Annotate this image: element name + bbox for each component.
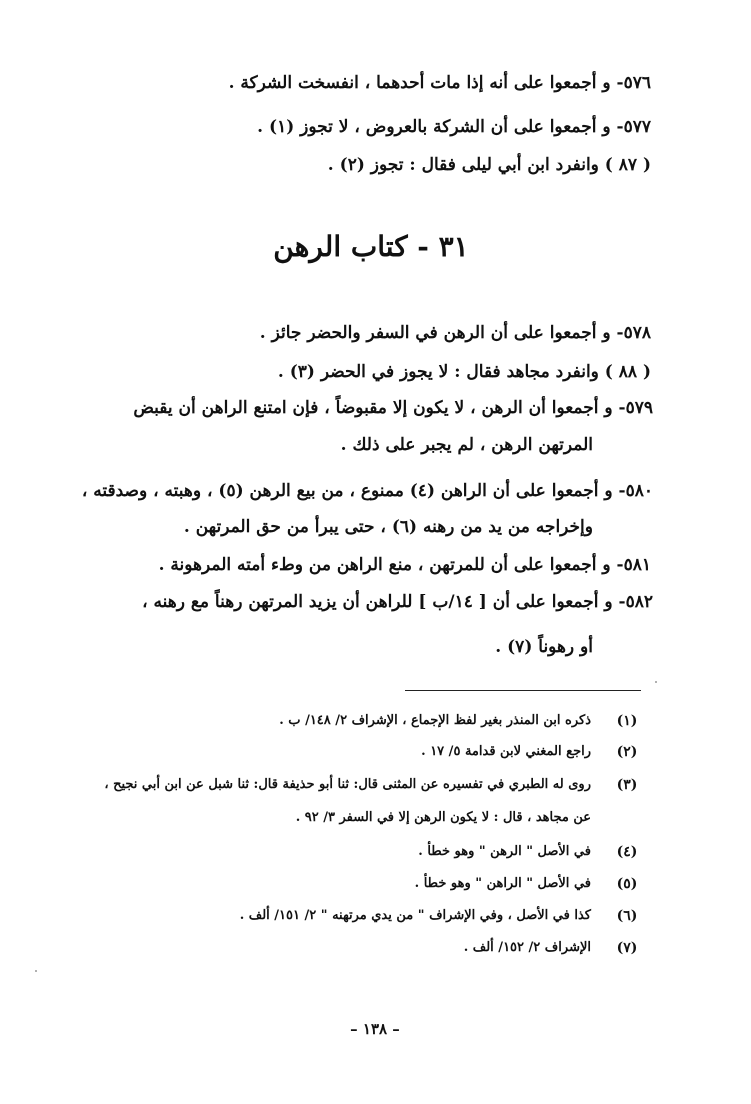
footnote-number: (٧) [616, 940, 638, 956]
entry-582-line2: أو رهوناً (٧) . [495, 637, 593, 657]
footnote-text: في الأصل " الرهن " وهو خطأ . [418, 844, 591, 859]
entry-579-line2: المرتهن الرهن ، لم يجبر على ذلك . [340, 435, 593, 455]
scan-speck [35, 970, 37, 972]
footnote-text-continuation: عن مجاهد ، قال : لا يكون الرهن إلا في السفر ٣/ ٩٢ . [295, 810, 591, 825]
footnote-number: (٦) [616, 908, 638, 924]
page-number: – ١٣٨ – [350, 1020, 400, 1038]
entry-87: ( ٨٧ ) وانفرد ابن أبي ليلى فقال : تجوز (٢) . [327, 155, 651, 175]
scan-speck [655, 681, 657, 683]
footnote-text: الإشراف ٢/ ١٥٢/ ألف . [463, 940, 591, 955]
footnote-text: روى له الطبري في تفسيره عن المثنى قال: ثنا أبو حذيفة قال: ثنا شبل عن ابن أبي نجيح ، [104, 777, 591, 792]
entry-580-line2: وإخراجه من يد من رهنه (٦) ، حتى يبرأ من حق المرتهن . [183, 517, 593, 537]
entry-578: ٥٧٨- و أجمعوا على أن الرهن في السفر والحضر جائز . [259, 323, 651, 343]
footnote-divider [405, 690, 641, 691]
entry-582-line1: ٥٨٢- و أجمعوا على أن [ ١٤/ب ] للراهن أن يزيد المرتهن رهناً مع رهنه ، [142, 592, 653, 612]
entry-581: ٥٨١- و أجمعوا على أن للمرتهن ، منع الراهن من وطء أمته المرهونة . [158, 555, 651, 575]
footnote-number: (٥) [616, 876, 638, 892]
footnote-text: في الأصل " الراهن " وهو خطأ . [414, 876, 591, 891]
entry-88: ( ٨٨ ) وانفرد مجاهد فقال : لا يجوز في الحضر (٣) . [277, 362, 651, 382]
footnote-number: (٤) [616, 844, 638, 860]
footnote-number: (٢) [616, 744, 638, 760]
footnote-text: راجع المغني لابن قدامة ٥/ ١٧ . [421, 744, 591, 759]
chapter-title: ٣١ - كتاب الرهن [273, 230, 469, 263]
entry-579-line1: ٥٧٩- و أجمعوا أن الرهن ، لا يكون إلا مقبوضاً ، فإن امتنع الراهن أن يقبض [133, 398, 653, 418]
footnote-number: (٣) [616, 777, 638, 793]
footnote-text: كذا في الأصل ، وفي الإشراف " من يدي مرتهنه " ٢/ ١٥١/ ألف . [239, 908, 591, 923]
entry-576: ٥٧٦- و أجمعوا على أنه إذا مات أحدهما ، انفسخت الشركة . [228, 73, 651, 93]
footnote-number: (١) [616, 713, 638, 729]
entry-577: ٥٧٧- و أجمعوا على أن الشركة بالعروض ، لا تجوز (١) . [257, 117, 651, 137]
footnote-text: ذكره ابن المنذر بغير لفظ الإجماع ، الإشراف ٢/ ١٤٨/ ب . [279, 713, 591, 728]
entry-580-line1: ٥٨٠- و أجمعوا على أن الراهن (٤) ممنوع ، من بيع الرهن (٥) ، وهبته ، وصدقته ، [81, 481, 653, 501]
